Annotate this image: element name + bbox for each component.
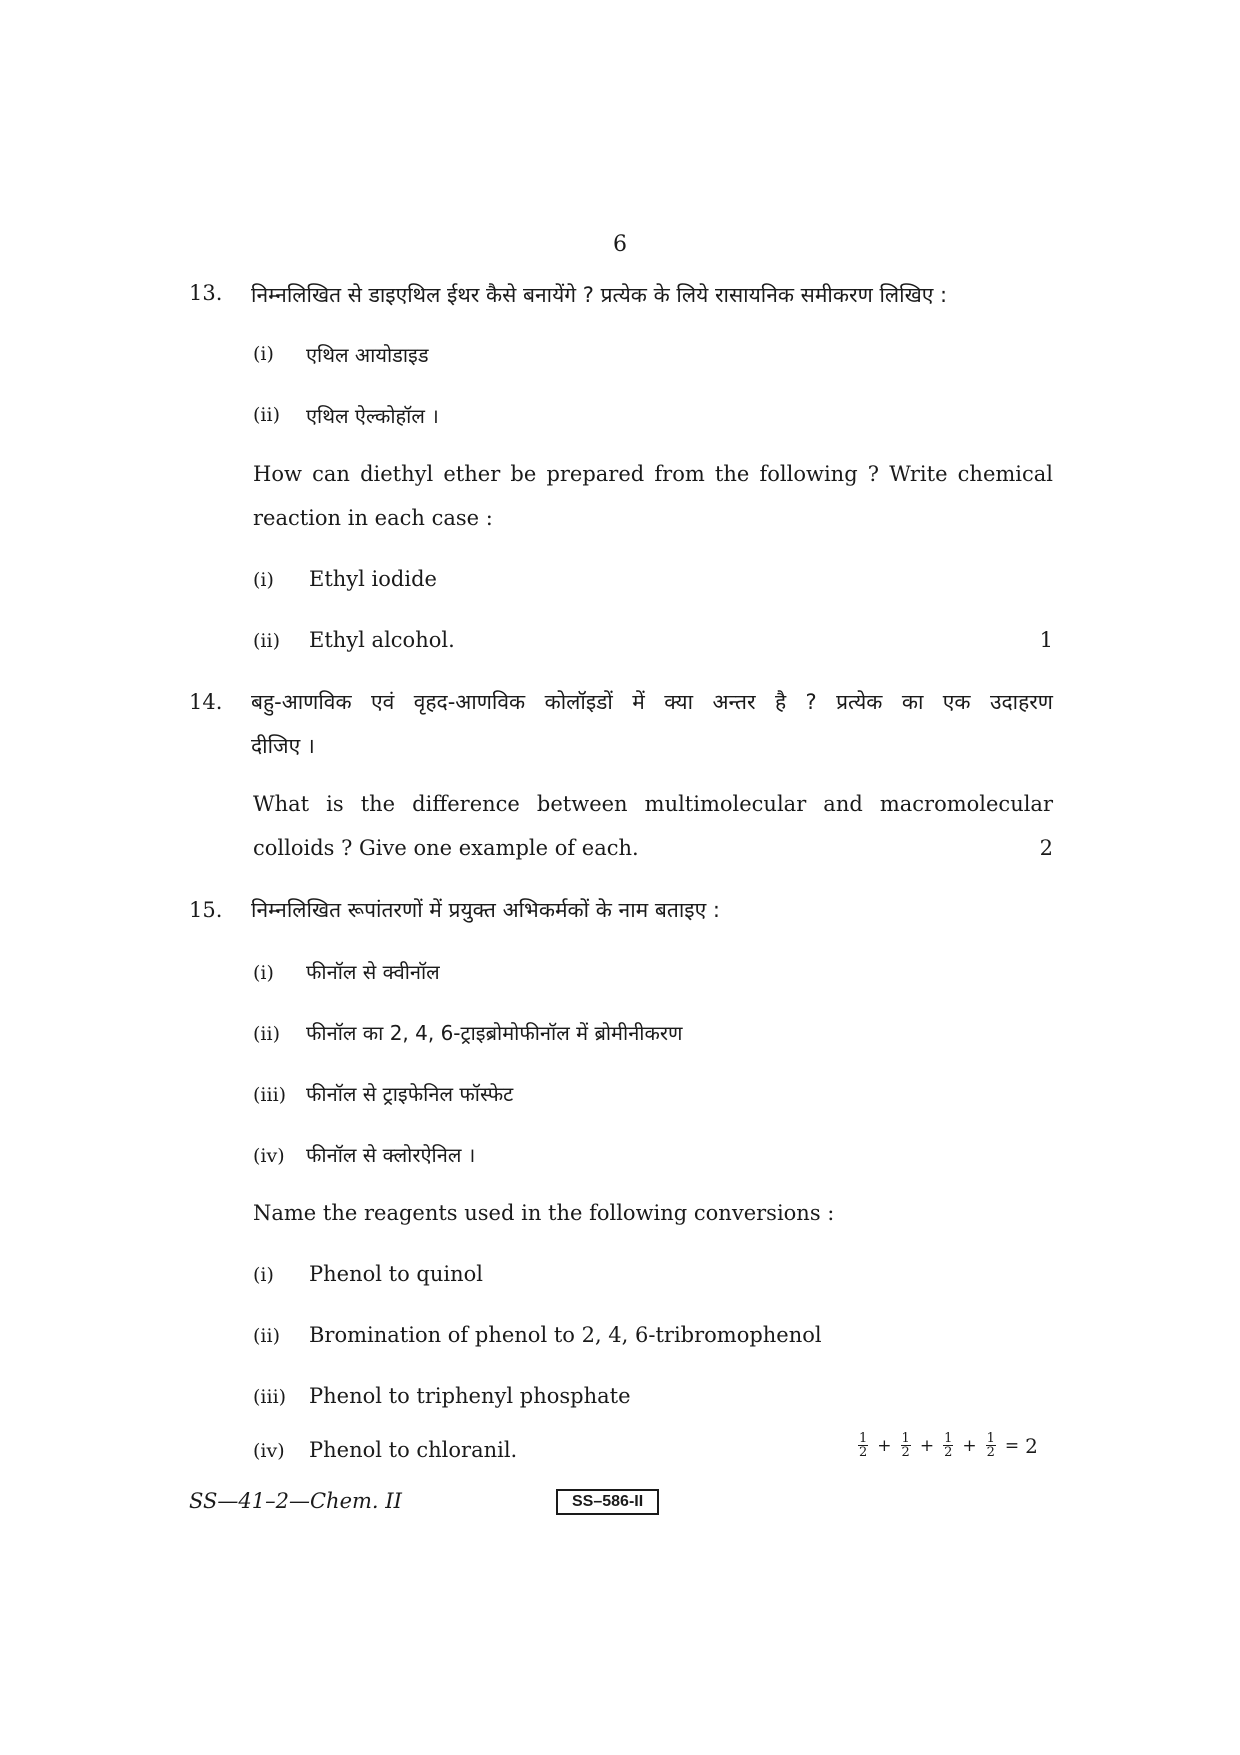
- question-number: 14.: [189, 690, 223, 714]
- marks: 1: [1039, 628, 1053, 652]
- item-number: (i): [253, 343, 274, 365]
- footer-series-code: SS–586-II: [556, 1489, 659, 1515]
- item-text-hindi: फीनॉल का 2, 4, 6-ट्राइब्रोमोफीनॉल में ब्रोमीनीकरण: [306, 1021, 683, 1045]
- item-number: (iii): [253, 1084, 287, 1106]
- item-number: (ii): [253, 1325, 280, 1347]
- item-text-hindi: फीनॉल से क्लोरऐनिल ।: [306, 1143, 476, 1167]
- fraction: $\frac{1}{2}$: [901, 1431, 910, 1460]
- question-text-english: How can diethyl ether be prepared from the following ? Write chemical: [253, 462, 1053, 486]
- footer-paper-code: SS—41–2—Chem. II: [189, 1489, 402, 1513]
- item-number: (ii): [253, 630, 280, 652]
- fraction: $\frac{1}{2}$: [986, 1431, 995, 1460]
- question-text-english: Name the reagents used in the following conversions :: [253, 1201, 835, 1225]
- item-text: Bromination of phenol to 2, 4, 6-tribromophenol: [309, 1323, 822, 1347]
- item-text-hindi: एथिल ऐल्कोहॉल ।: [306, 404, 439, 428]
- question-text-hindi: दीजिए ।: [251, 734, 315, 758]
- item-text-hindi: फीनॉल से ट्राइफेनिल फॉस्फेट: [306, 1082, 514, 1106]
- item-number: (i): [253, 1264, 274, 1286]
- question-text-hindi: निम्नलिखित रूपांतरणों में प्रयुक्त अभिकर्मकों के नाम बताइए :: [251, 898, 720, 922]
- fraction: $\frac{1}{2}$: [944, 1431, 953, 1460]
- item-number: (iii): [253, 1386, 287, 1408]
- item-number: (i): [253, 569, 274, 591]
- item-text-hindi: फीनॉल से क्वीनॉल: [306, 960, 440, 984]
- question-number: 15.: [189, 898, 223, 922]
- question-number: 13.: [189, 281, 223, 305]
- item-text: Phenol to quinol: [309, 1262, 483, 1286]
- question-text-english: reaction in each case :: [253, 506, 493, 530]
- item-number: (ii): [253, 1023, 280, 1045]
- item-text: Phenol to triphenyl phosphate: [309, 1384, 631, 1408]
- question-text-english: What is the difference between multimolecular and macromolecular: [253, 792, 1053, 816]
- item-number: (ii): [253, 404, 280, 426]
- question-text-hindi: बहु-आणविक एवं वृहद-आणविक कोलॉइडों में क्या अन्तर है ? प्रत्येक का एक उदाहरण: [251, 690, 1053, 714]
- question-text-english: colloids ? Give one example of each.: [253, 836, 639, 860]
- question-text-hindi: निम्नलिखित से डाइएथिल ईथर कैसे बनायेंगे ? प्रत्येक के लिये रासायनिक समीकरण लिखिए :: [251, 283, 948, 307]
- item-text-hindi: एथिल आयोडाइड: [306, 343, 429, 367]
- item-number: (iv): [253, 1145, 285, 1167]
- page-number: 6: [613, 232, 627, 257]
- marks-fraction-sum: $\frac{1}{2}$ + $\frac{1}{2}$ + $\frac{1}{2}$ + $\frac{1}{2}$ = 2: [859, 1431, 1038, 1460]
- marks: 2: [1039, 836, 1053, 860]
- item-number: (i): [253, 962, 274, 984]
- fraction: $\frac{1}{2}$: [859, 1431, 868, 1460]
- item-text: Phenol to chloranil.: [309, 1438, 518, 1462]
- item-number: (iv): [253, 1440, 285, 1462]
- item-text: Ethyl iodide: [309, 567, 437, 591]
- marks-total: 2: [1025, 1433, 1038, 1458]
- item-text: Ethyl alcohol.: [309, 628, 455, 652]
